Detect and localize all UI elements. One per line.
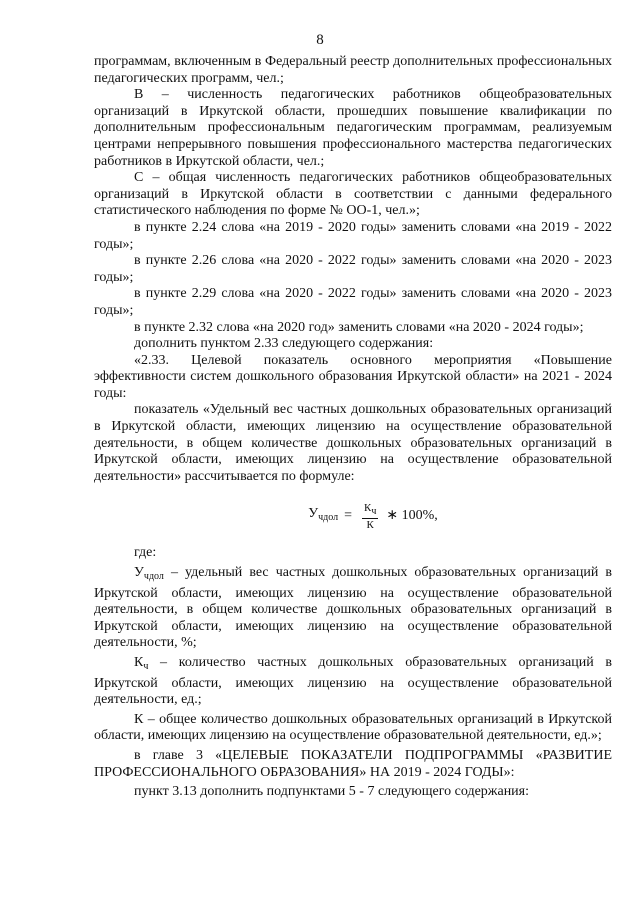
definition-symbol-subscript: чдол [143,571,164,583]
formula-lhs: $У_{чдол}$ [308,506,339,524]
definition-symbol: К [134,711,144,727]
paragraph: в главе 3 «ЦЕЛЕВЫЕ ПОКАЗАТЕЛИ ПОДПРОГРАММЫ «РАЗВИТИЕ ПРОФЕССИОНАЛЬНОГО ОБРАЗОВАНИЯ» НА 2019 - 2024 ГОДЫ»: [94,747,612,780]
paragraph: В – численность педагогических работников общеобразовательных организаций в Иркутской области, прошедших повышение квалификации по дополнительным профессиональным педагогическим программам, реализуемым центрами непрерывного повышения профессионального мастерства педагогических работников в Иркутской области, чел.; [94,87,612,169]
definition-symbol: К [134,655,144,670]
paragraph: в пункте 2.32 слова «на 2020 год» заменить словами «на 2020 - 2024 годы»; [134,319,584,335]
formula-fraction [362,502,378,531]
formula-tail: ∗ 100%, [386,508,438,524]
definition-text: – удельный вес частных дошкольных образовательных организаций в Иркутской области, имеющих лицензию на осуществление образовательной деятельности, в общем количестве дошкольных образовательных организаций в Иркутской области, имеющих лицензию на осуществление образовательной деятельности, %; [94,565,612,651]
definitions [94,565,612,745]
where-label: где: [134,545,157,561]
formula-numerator: Кч [364,501,377,517]
paragraph: показатель «Удельный вес частных дошкольных образовательных организаций в Иркутской области, имеющих лицензию на осуществление образовательной деятельности, в общем количестве дошкольных образовательных организаций в Иркутской области, имеющих лицензию на осуществление образовательной деятельности» рассчитывается по формуле: [94,402,612,484]
paragraph: в пункте 2.24 слова «на 2019 - 2020 годы» заменить словами «на 2019 - 2022 годы»; [94,219,612,252]
paragraph: программам, включенным в Федеральный реестр дополнительных профессиональных педагогических программ, чел.; [94,54,612,86]
definition [94,712,612,745]
definition-text: – количество частных дошкольных образовательных организаций в Иркутской области, имеющих лицензию на осуществление образовательной деятельности, ед.; [94,655,612,708]
formula-equals: = [344,508,353,524]
bottom-paragraphs [94,748,612,801]
top-paragraphs [94,54,612,485]
page-number: 8 [316,32,324,48]
definition-text: – общее количество дошкольных образовательных организаций в Иркутской области, имеющих лицензию на осуществление образовательной деятельности, ед.»; [94,711,612,744]
formula-denominator: К [366,518,374,531]
paragraph: дополнить пунктом 2.33 следующего содержания: [134,336,434,352]
formula [94,493,612,539]
paragraph: пункт 3.13 дополнить подпунктами 5 - 7 следующего содержания: [134,784,530,800]
document-body [94,54,612,801]
paragraph: «2.33. Целевой показатель основного мероприятия «Повышение эффективности систем дошкольного образования Иркутской области» на 2021 - 2024 годы: [94,352,612,401]
definition [94,565,612,652]
definition-symbol: У [134,565,144,581]
definition-symbol-subscript: ч [143,661,149,672]
definition [94,655,612,709]
paragraph: в пункте 2.26 слова «на 2020 - 2022 годы» заменить словами «на 2020 - 2023 годы»; [94,253,612,285]
paragraph: С – общая численность педагогических работников общеобразовательных организаций в Иркутской области в соответствии с данными федерального статистического наблюдения по форме № ОО-1, чел.»; [94,170,612,219]
paragraph: в пункте 2.29 слова «на 2020 - 2022 годы» заменить словами «на 2020 - 2023 годы»; [94,286,612,318]
